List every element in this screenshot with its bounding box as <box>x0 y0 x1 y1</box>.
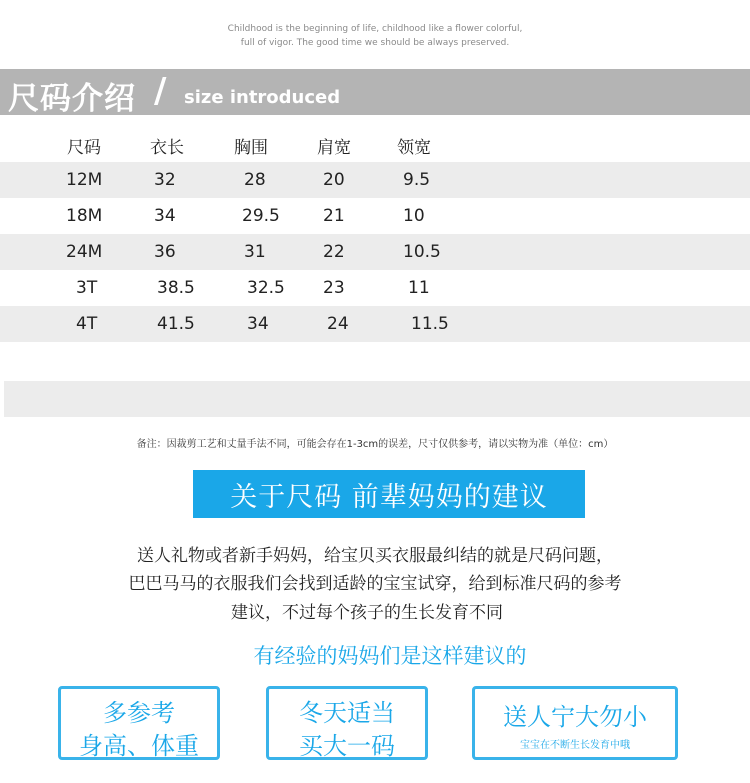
header-collar: 领宽 <box>397 137 431 158</box>
advice-box-small-text: 宝宝在不断生长发育中哦 <box>520 740 630 751</box>
cell-chest: 34 <box>247 314 269 334</box>
cell-collar: 9.5 <box>403 170 431 190</box>
cell-chest: 32.5 <box>247 278 285 298</box>
cell-shoulder: 21 <box>323 206 345 226</box>
cell-size: 3T <box>76 278 98 298</box>
cell-length: 36 <box>154 242 176 262</box>
cell-size: 24M <box>66 242 103 262</box>
cell-chest: 28 <box>244 170 266 190</box>
advice-box-line-2: 买大一码 <box>299 732 395 760</box>
cell-size: 12M <box>66 170 103 190</box>
table-row <box>0 306 750 342</box>
size-table <box>0 128 750 342</box>
header-length: 衣长 <box>150 137 184 158</box>
header-chest: 胸围 <box>234 137 268 158</box>
empty-table-band <box>4 381 750 417</box>
table-row <box>0 198 750 234</box>
cell-collar: 10.5 <box>403 242 441 262</box>
header-size: 尺码 <box>67 137 101 158</box>
cell-collar: 11 <box>408 278 430 298</box>
advice-box-line-1: 送人宁大勿小 <box>503 703 647 731</box>
cell-chest: 31 <box>244 242 266 262</box>
advice-box-winter <box>266 686 428 760</box>
advice-box-reference <box>58 686 220 760</box>
cell-size: 18M <box>66 206 103 226</box>
advice-box-line-1: 冬天适当 <box>299 699 395 727</box>
tagline-line-2: full of vigor. The good time we should be always preserved. <box>240 38 510 48</box>
size-intro-banner <box>0 69 750 115</box>
cell-chest: 29.5 <box>242 206 280 226</box>
banner-slash: / <box>154 71 167 111</box>
tagline-line-1: Childhood is the beginning of life, childhood like a flower colorful, <box>227 24 523 34</box>
cell-size: 4T <box>76 314 98 334</box>
advice-paragraph-line-2: 巴巴马马的衣服我们会找到适龄的宝宝试穿，给到标准尺码的参考 <box>128 574 622 594</box>
advice-subtitle: 有经验的妈妈们是这样建议的 <box>253 644 527 668</box>
size-table-header <box>0 128 750 162</box>
advice-box-line-1: 多参考 <box>103 699 175 727</box>
cell-shoulder: 23 <box>323 278 345 298</box>
cell-length: 38.5 <box>157 278 195 298</box>
advice-box-gift <box>472 686 678 760</box>
cell-length: 41.5 <box>157 314 195 334</box>
table-row <box>0 234 750 270</box>
table-row <box>0 162 750 198</box>
cell-length: 32 <box>154 170 176 190</box>
advice-box-line-2: 身高、体重 <box>79 732 199 760</box>
table-row <box>0 270 750 306</box>
cell-length: 34 <box>154 206 176 226</box>
advice-paragraph-line-3: 建议，不过每个孩子的生长发育不同 <box>231 603 503 623</box>
cell-shoulder: 22 <box>323 242 345 262</box>
header-shoulder: 肩宽 <box>317 137 351 158</box>
tagline <box>0 22 750 50</box>
advice-title-banner: 关于尺码 前辈妈妈的建议 <box>193 470 585 518</box>
cell-shoulder: 24 <box>327 314 349 334</box>
cell-collar: 11.5 <box>411 314 449 334</box>
cell-shoulder: 20 <box>323 170 345 190</box>
measurement-note: 备注：因裁剪工艺和丈量手法不同，可能会存在1-3cm的误差，尺寸仅供参考，请以实物为准（单位：cm） <box>136 439 614 450</box>
advice-paragraph-line-1: 送人礼物或者新手妈妈，给宝贝买衣服最纠结的就是尺码问题， <box>137 546 613 566</box>
banner-title-zh: 尺码介绍 <box>8 81 136 117</box>
banner-title-en: size introduced <box>184 87 341 108</box>
cell-collar: 10 <box>403 206 425 226</box>
